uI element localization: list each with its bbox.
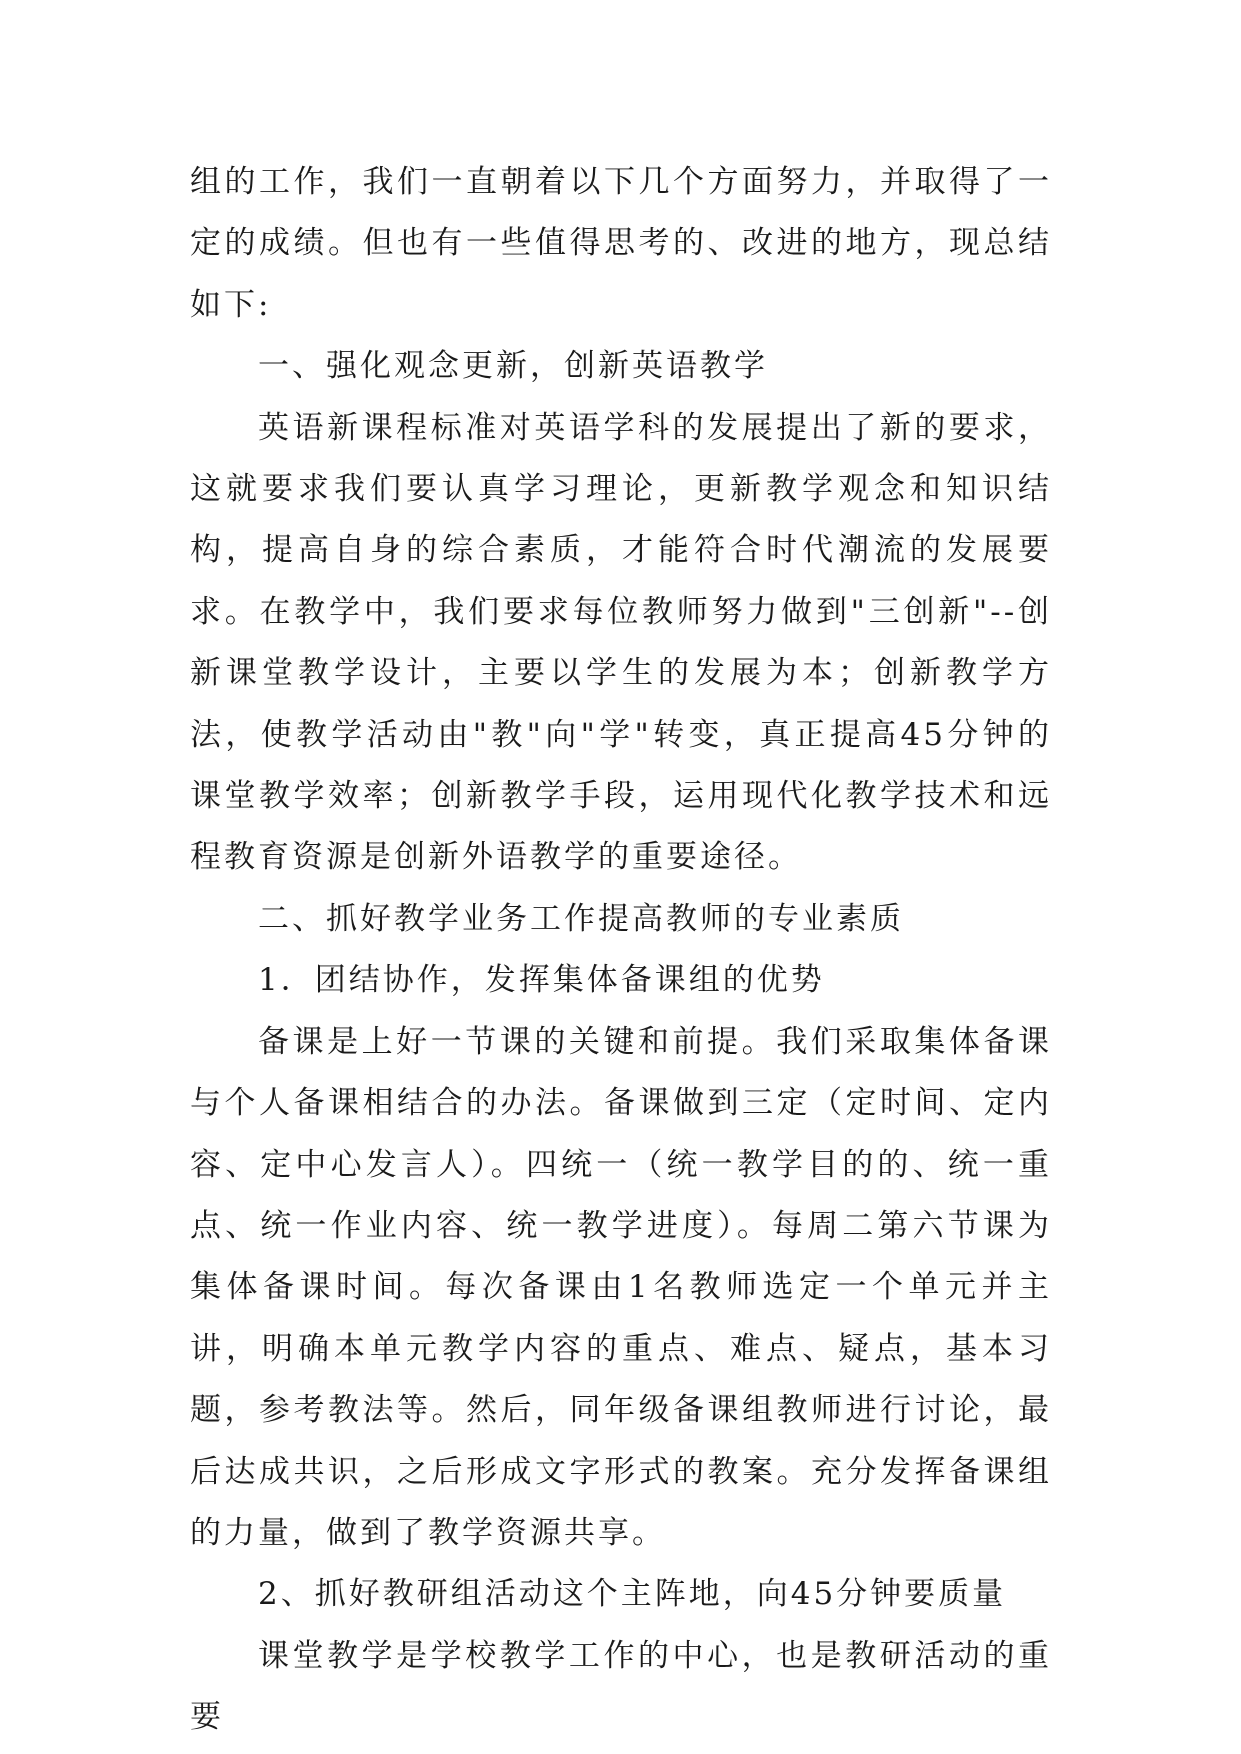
document-body <box>190 152 1052 1749</box>
subsection-heading-2-2: 2、抓好教研组活动这个主阵地，向45分钟要质量 <box>258 1576 1007 1613</box>
body-paragraph-1: 英语新课程标准对英语学科的发展提出了新的要求，这就要求我们要认真学习理论，更新教学观念和知识结构，提高自身的综合素质，才能符合时代潮流的发展要求。在教学中，我们要求每位教师努力做到"三创新"--创新课堂教学设计，主要以学生的发展为本；创新教学方法，使教学活动由"教"向"学"转变，真正提高45分钟的课堂教学效率；创新教学手段，运用现代化教学技术和远程教育资源是创新外语教学的重要途径。 <box>190 409 1052 876</box>
section-heading-1: 一、强化观念更新，创新英语教学 <box>258 348 768 385</box>
body-paragraph-2: 备课是上好一节课的关键和前提。我们采取集体备课与个人备课相结合的办法。备课做到三定（定时间、定内容、定中心发言人）。四统一（统一教学目的的、统一重点、统一作业内容、统一教学进度）。每周二第六节课为集体备课时间。每次备课由1名教师选定一个单元并主讲，明确本单元教学内容的重点、难点、疑点，基本习题，参考教法等。然后，同年级备课组教师进行讨论，最后达成共识，之后形成文字形式的教案。充分发挥备课组的力量，做到了教学资源共享。 <box>190 1023 1052 1551</box>
section-heading-2: 二、抓好教学业务工作提高教师的专业素质 <box>258 900 904 937</box>
subsection-heading-2-1: 1．团结协作，发挥集体备课组的优势 <box>258 962 825 999</box>
intro-paragraph: 组的工作，我们一直朝着以下几个方面努力，并取得了一定的成绩。但也有一些值得思考的、改进的地方，现总结如下: <box>190 164 1052 323</box>
body-paragraph-3: 课堂教学是学校教学工作的中心，也是教研活动的重要 <box>190 1637 1052 1736</box>
